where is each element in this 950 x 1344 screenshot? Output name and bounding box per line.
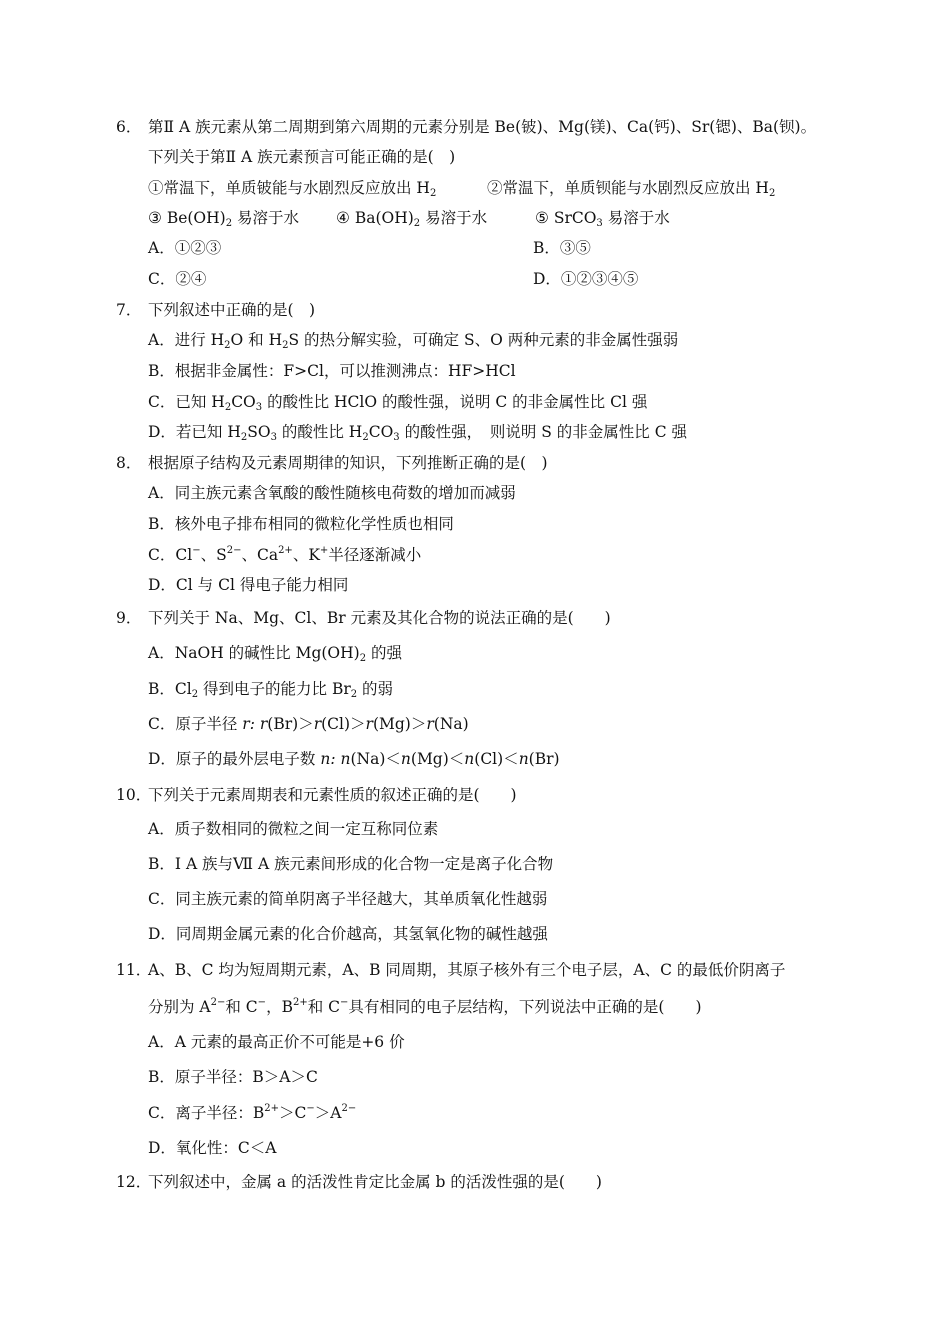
question-stem: 下列关于 Na、Mg、Cl、Br 元素及其化合物的说法正确的是( ) [148, 609, 611, 627]
option-a: A．同主族元素含氧酸的酸性随核电荷数的增加而减弱 [148, 484, 516, 502]
statement-2: ②常温下，单质钡能与水剧烈反应放出 $H_2$ [487, 179, 776, 199]
question-number: 12． [116, 1173, 152, 1191]
question-number: 9． [116, 609, 142, 627]
option-b: B．Ⅰ A 族与Ⅶ A 族元素间形成的化合物一定是离子化合物 [148, 855, 554, 873]
question-number: 11． [116, 961, 152, 979]
option-b: B．原子半径：B＞A＞C [148, 1068, 318, 1086]
question-stem: A、B、C 均为短周期元素，A、B 同周期，其原子核外有三个电子层，A、C 的最低价阴离子 [148, 961, 786, 979]
option-a: A．进行 $H_2O$ 和 $H_2S$ 的热分解实验，可确定 S、O 两种元素的非金属性强弱 [148, 331, 679, 351]
option-d: D．①②③④⑤ [533, 270, 639, 288]
question-stem: 下列叙述中正确的是( ) [148, 301, 316, 319]
option-d: D．Cl 与 Cl 得电子能力相同 [148, 576, 349, 594]
option-d: D．同周期金属元素的化合价越高，其氢氧化物的碱性越强 [148, 925, 548, 943]
question-number: 8． [116, 454, 142, 472]
option-b: B．$Cl_2$ 得到电子的能力比 $Br_2$ 的弱 [148, 680, 394, 700]
option-b: B．③⑤ [533, 239, 591, 257]
option-c: C．同主族元素的简单阴离子半径越大，其单质氧化性越弱 [148, 890, 548, 908]
option-a: A．质子数相同的微粒之间一定互称同位素 [148, 820, 439, 838]
option-d: D．氧化性：C＜A [148, 1139, 277, 1157]
option-a: A．A 元素的最高正价不可能是+6 价 [148, 1033, 405, 1051]
statement-4: ④ $Ba(OH)_2$ 易溶于水 [336, 209, 488, 229]
question-stem: 下列关于第Ⅱ A 族元素预言可能正确的是( ) [148, 148, 456, 166]
question-stem: 根据原子结构及元素周期律的知识，下列推断正确的是( ) [148, 454, 548, 472]
option-c: C．离子半径：$B^{2+}>C^->A^{2-}$ [148, 1103, 357, 1122]
question-stem: 下列叙述中，金属 a 的活泼性肯定比金属 b 的活泼性强的是( ) [148, 1173, 602, 1191]
question-number: 10． [116, 786, 152, 804]
question-number: 6． [116, 118, 142, 136]
option-c: C．原子半径 r: r(Br)＞r(Cl)＞r(Mg)＞r(Na) [148, 715, 469, 733]
option-c: C．②④ [148, 270, 207, 288]
question-stem: 分别为 $A^{2-}$和 C−，$B^{2+}$和 C−具有相同的电子层结构，下列说法中正确的是( ) [148, 997, 702, 1016]
option-b: B．根据非金属性：F>Cl，可以推测沸点：HF>HCl [148, 362, 516, 380]
statement-3: ③ $Be(OH)_2$ 易溶于水 [148, 209, 300, 229]
question-stem: 第Ⅱ A 族元素从第二周期到第六周期的元素分别是 Be(铍)、Mg(镁)、Ca(钙)、Sr(锶)、Ba(钡)。 [148, 118, 817, 136]
statement-1: ①常温下，单质铍能与水剧烈反应放出 $H_2$ [148, 179, 437, 199]
option-d: D．若已知 $H_2SO_3$ 的酸性比 $H_2CO_3$ 的酸性强， 则说明 S 的非金属性比 C 强 [148, 423, 688, 443]
option-a: A．①②③ [148, 239, 222, 257]
question-number: 7． [116, 301, 142, 319]
option-c: C．已知 $H_2CO_3$ 的酸性比 HClO 的酸性强，说明 C 的非金属性比 Cl 强 [148, 393, 648, 413]
option-a: A．NaOH 的碱性比 $Mg(OH)_2$ 的强 [148, 644, 402, 664]
statement-5: ⑤ SrCO$_3$ 易溶于水 [535, 209, 670, 229]
option-d: D．原子的最外层电子数 n: n(Na)＜n(Mg)＜n(Cl)＜n(Br) [148, 750, 560, 768]
option-c: C．Cl−、$S^{2-}$、$Ca^{2+}$、K+半径逐渐减小 [148, 545, 422, 564]
option-b: B．核外电子排布相同的微粒化学性质也相同 [148, 515, 454, 533]
question-stem: 下列关于元素周期表和元素性质的叙述正确的是( ) [148, 786, 517, 804]
